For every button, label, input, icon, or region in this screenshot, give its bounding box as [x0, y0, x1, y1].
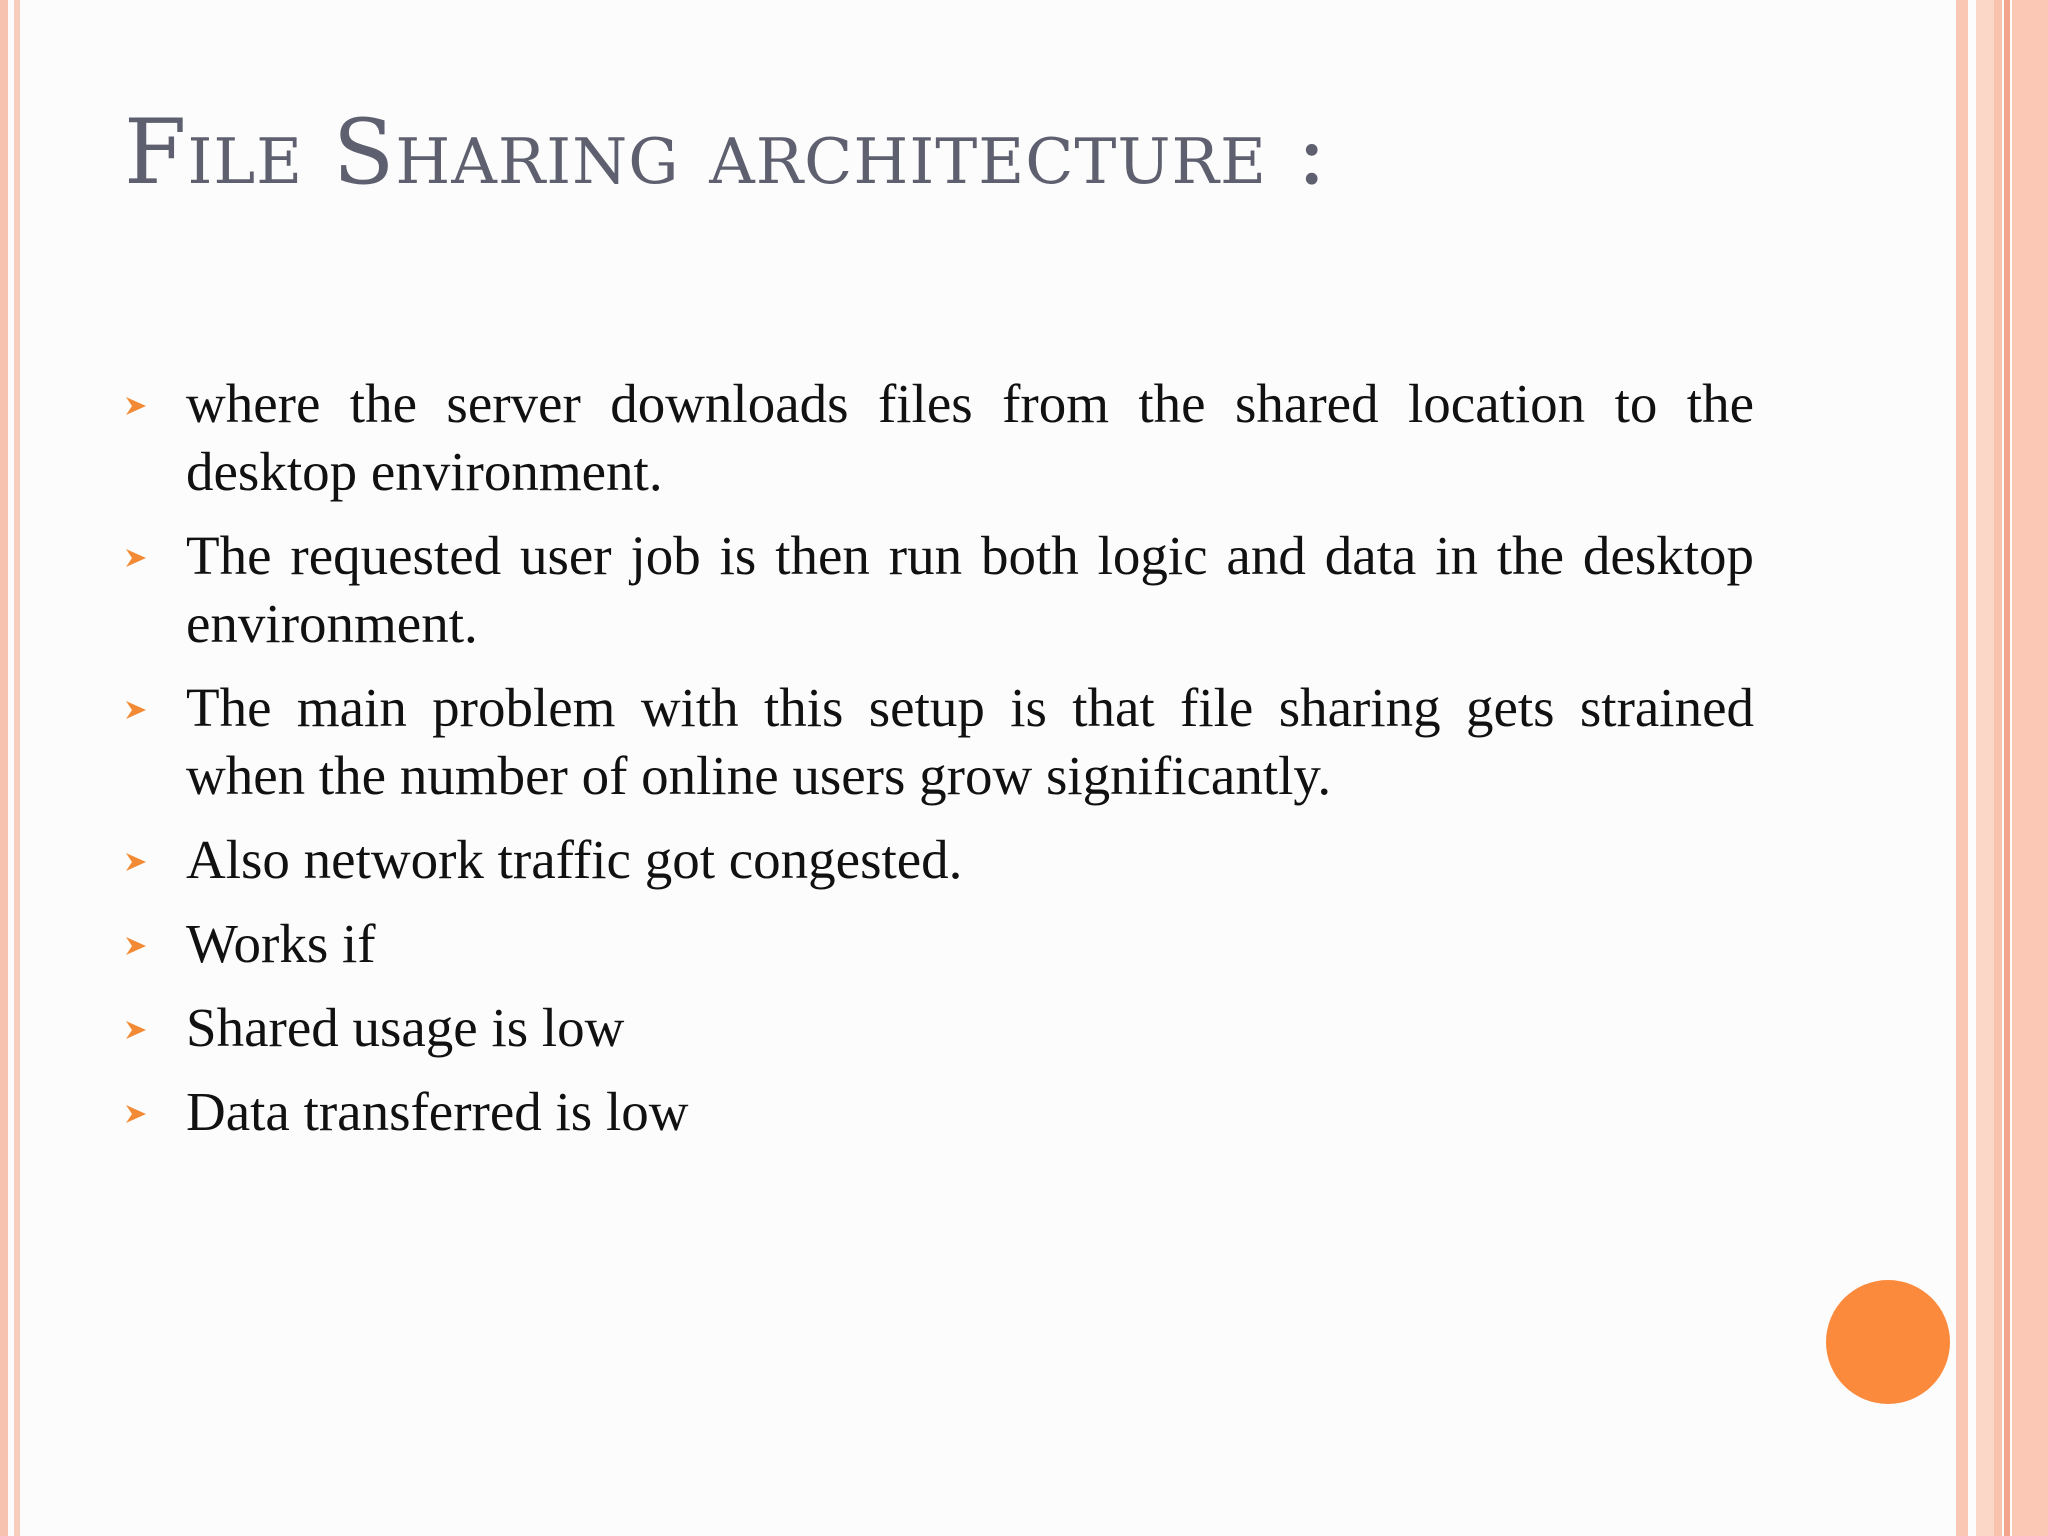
accent-circle [1826, 1280, 1950, 1404]
bullet-text: The main problem with this setup is that file sharing gets strained when the number of online users grow significantly. [186, 677, 1754, 806]
right-border-stripe [1976, 0, 1994, 1536]
arrow-bullet-icon [124, 698, 148, 722]
bullet-item [124, 910, 1754, 978]
bullet-text: Shared usage is low [186, 997, 625, 1058]
bullet-item [124, 994, 1754, 1062]
bullet-text: where the server downloads files from the shared location to the desktop environment. [186, 373, 1754, 502]
bullet-item [124, 522, 1754, 658]
arrow-bullet-icon [124, 1102, 148, 1126]
bullet-text: Also network traffic got congested. [186, 829, 963, 890]
arrow-bullet-icon [124, 394, 148, 418]
bullet-item [124, 1078, 1754, 1146]
right-border-stripe [1994, 0, 2002, 1536]
bullet-item [124, 674, 1754, 810]
arrow-bullet-icon [124, 546, 148, 570]
bullet-item [124, 370, 1754, 506]
bullet-item [124, 826, 1754, 894]
right-border-stripe [2004, 0, 2010, 1536]
arrow-bullet-icon [124, 850, 148, 874]
bullet-text: Works if [186, 913, 376, 974]
left-border-stripe [0, 0, 8, 1536]
arrow-bullet-icon [124, 1018, 148, 1042]
bullet-list [124, 370, 1754, 1162]
arrow-bullet-icon [124, 934, 148, 958]
left-border-stripe [14, 0, 20, 1536]
right-border-stripe [1956, 0, 1968, 1536]
bullet-text: The requested user job is then run both logic and data in the desktop environment. [186, 525, 1754, 654]
bullet-text: Data transferred is low [186, 1081, 689, 1142]
right-border-stripe [2012, 0, 2048, 1536]
slide-title: File Sharing architecture : [124, 100, 1328, 205]
